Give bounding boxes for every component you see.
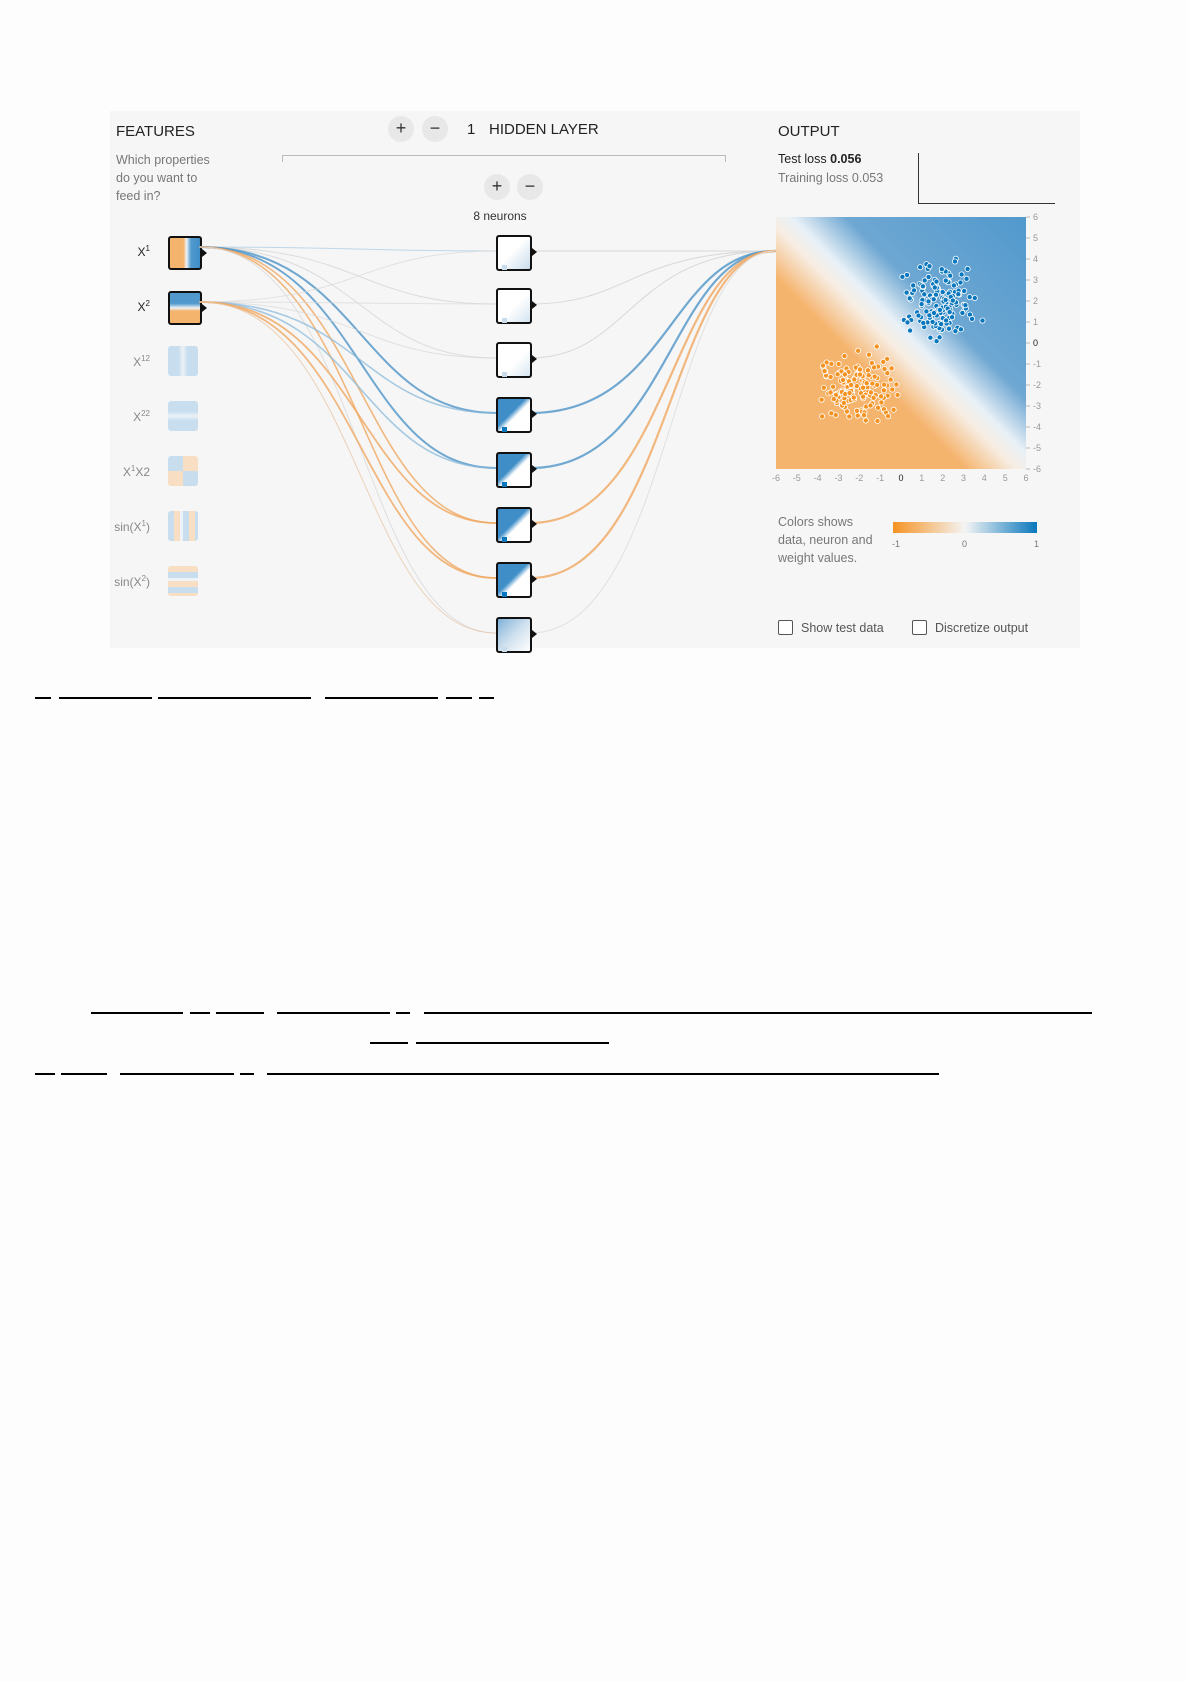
y-tick-label: -2 bbox=[1033, 380, 1042, 390]
x-tick-label: 6 bbox=[1023, 473, 1029, 483]
data-point bbox=[849, 382, 854, 387]
data-point bbox=[944, 318, 949, 323]
data-point bbox=[963, 303, 968, 308]
data-point bbox=[829, 411, 834, 416]
neuron-output-arrow bbox=[532, 520, 537, 528]
data-point bbox=[953, 329, 958, 334]
neuron-output-arrow bbox=[532, 301, 537, 309]
data-point bbox=[881, 359, 886, 364]
rule bbox=[35, 697, 51, 699]
data-point bbox=[960, 310, 965, 315]
feature-label: $X^{12}$ bbox=[133, 354, 150, 369]
data-point bbox=[916, 313, 921, 318]
data-point bbox=[868, 390, 873, 395]
discretize-output-label: Discretize output bbox=[935, 621, 1029, 635]
data-point bbox=[888, 377, 893, 382]
y-tick-label: -1 bbox=[1033, 359, 1042, 369]
data-point bbox=[862, 413, 867, 418]
rule bbox=[396, 1012, 410, 1014]
y-tick-label: 6 bbox=[1033, 212, 1039, 222]
y-tick-label: -4 bbox=[1033, 422, 1042, 432]
x-tick-label: 1 bbox=[919, 473, 925, 483]
scale-label-max: 1 bbox=[1034, 539, 1040, 549]
data-point bbox=[939, 267, 944, 272]
data-point bbox=[857, 367, 862, 372]
x-tick-label: 5 bbox=[1002, 473, 1008, 483]
data-point bbox=[889, 366, 894, 371]
data-point bbox=[932, 285, 937, 290]
data-point bbox=[852, 377, 857, 382]
data-point bbox=[875, 418, 880, 423]
neuron-output-arrow bbox=[532, 465, 537, 473]
training-loss: Training loss 0.053 bbox=[778, 171, 884, 185]
rule bbox=[120, 1073, 234, 1075]
data-point bbox=[835, 372, 840, 377]
neuron-bias bbox=[502, 427, 507, 432]
data-point bbox=[829, 361, 834, 366]
data-point bbox=[947, 310, 952, 315]
data-point bbox=[847, 390, 852, 395]
data-point bbox=[842, 354, 847, 359]
data-point bbox=[890, 387, 895, 392]
neuron-output-arrow bbox=[532, 355, 537, 363]
neuron-bias bbox=[502, 537, 507, 542]
neuron-bias bbox=[502, 647, 507, 652]
feature-label: $X^2$ bbox=[137, 299, 150, 314]
neuron-bias bbox=[502, 318, 507, 323]
y-tick-label: 2 bbox=[1033, 296, 1039, 306]
data-point bbox=[951, 283, 956, 288]
feature-label: $X^1$ bbox=[137, 244, 150, 259]
add-layer-button[interactable]: + bbox=[388, 116, 414, 142]
data-point bbox=[950, 315, 955, 320]
data-point bbox=[943, 297, 948, 302]
data-point bbox=[931, 297, 936, 302]
x-axis-ticks bbox=[772, 473, 1029, 483]
data-point bbox=[911, 283, 916, 288]
link-x1-n7 bbox=[200, 247, 496, 578]
data-point bbox=[861, 394, 866, 399]
data-point bbox=[962, 288, 967, 293]
data-point bbox=[856, 348, 861, 353]
data-point bbox=[820, 414, 825, 419]
remove-layer-button[interactable]: − bbox=[422, 116, 448, 142]
data-point bbox=[980, 318, 985, 323]
data-point bbox=[861, 385, 866, 390]
x-tick-label: -4 bbox=[813, 473, 822, 483]
data-point bbox=[854, 408, 859, 413]
data-point bbox=[847, 414, 852, 419]
data-point bbox=[879, 400, 884, 405]
playground-panel bbox=[110, 111, 1080, 648]
link-x1-n6 bbox=[200, 247, 496, 523]
y-tick-label: 4 bbox=[1033, 254, 1039, 264]
data-point bbox=[931, 310, 936, 315]
rule bbox=[190, 1012, 210, 1014]
output-heatmap bbox=[771, 212, 1046, 489]
data-point bbox=[840, 377, 845, 382]
data-point bbox=[937, 335, 942, 340]
data-point bbox=[958, 327, 963, 332]
data-point bbox=[886, 414, 891, 419]
data-point bbox=[904, 290, 909, 295]
data-point bbox=[964, 276, 969, 281]
y-tick-label: -6 bbox=[1033, 464, 1042, 474]
feature-label: $\sin(X^2)$ bbox=[114, 574, 150, 589]
data-point bbox=[828, 374, 833, 379]
data-point bbox=[828, 390, 833, 395]
y-tick-label: 3 bbox=[1033, 275, 1039, 285]
rule bbox=[446, 697, 472, 699]
data-point bbox=[872, 374, 877, 379]
data-point bbox=[822, 369, 827, 374]
data-point bbox=[924, 309, 929, 314]
feature-label: $X^1X2$ bbox=[122, 464, 150, 479]
layer-count: 1 bbox=[467, 121, 476, 138]
neuron-output-arrow bbox=[532, 575, 537, 583]
rule bbox=[267, 1073, 939, 1075]
features-title: FEATURES bbox=[116, 123, 195, 140]
rule bbox=[158, 697, 311, 699]
neuron-bias bbox=[502, 265, 507, 270]
data-point bbox=[939, 322, 944, 327]
data-point bbox=[956, 292, 961, 297]
hidden-layer-label: HIDDEN LAYER bbox=[489, 121, 599, 138]
rule bbox=[479, 697, 494, 699]
y-tick-label: 0 bbox=[1033, 338, 1039, 348]
data-point bbox=[928, 335, 933, 340]
rule bbox=[240, 1073, 254, 1075]
data-point bbox=[870, 381, 875, 386]
output-title: OUTPUT bbox=[778, 123, 840, 140]
data-point bbox=[894, 382, 899, 387]
data-point bbox=[907, 296, 912, 301]
data-point bbox=[940, 290, 945, 295]
data-point bbox=[972, 295, 977, 300]
data-point bbox=[921, 320, 926, 325]
data-point bbox=[855, 413, 860, 418]
rule bbox=[277, 1012, 390, 1014]
neuron-bias bbox=[502, 592, 507, 597]
data-point bbox=[919, 302, 924, 307]
x-tick-label: -6 bbox=[771, 473, 781, 483]
data-point bbox=[841, 400, 846, 405]
neuron-output-arrow bbox=[532, 410, 537, 418]
data-point bbox=[819, 397, 824, 402]
show-test-data-label: Show test data bbox=[801, 621, 884, 635]
y-tick-label: -3 bbox=[1033, 401, 1042, 411]
data-point bbox=[842, 372, 847, 377]
neuron-bias bbox=[502, 482, 507, 487]
x-tick-label: 3 bbox=[960, 473, 967, 483]
data-point bbox=[857, 372, 862, 377]
link-x2-n6 bbox=[200, 302, 496, 523]
link-x1-n5 bbox=[200, 247, 496, 468]
data-point bbox=[967, 295, 972, 300]
x-tick-label: 4 bbox=[981, 473, 987, 483]
data-point bbox=[937, 307, 942, 312]
data-point bbox=[946, 326, 951, 331]
data-point bbox=[943, 278, 948, 283]
heatmap-fill bbox=[776, 217, 1026, 469]
y-tick-label: 1 bbox=[1033, 317, 1039, 327]
feature-label: $\sin(X^1)$ bbox=[114, 519, 150, 534]
data-point bbox=[882, 382, 887, 387]
test-loss: Test loss 0.056 bbox=[778, 152, 862, 166]
data-point bbox=[875, 405, 880, 410]
data-point bbox=[874, 344, 879, 349]
data-point bbox=[922, 292, 927, 297]
scale-label-mid: 0 bbox=[962, 539, 968, 549]
rule bbox=[35, 1073, 55, 1075]
data-point bbox=[930, 319, 935, 324]
y-tick-label: 5 bbox=[1033, 233, 1039, 243]
data-point bbox=[863, 418, 868, 423]
rule bbox=[325, 697, 438, 699]
rule bbox=[216, 1012, 264, 1014]
color-legend-text: Colors shows data, neuron and weight values. bbox=[778, 515, 873, 565]
data-point bbox=[821, 385, 826, 390]
feature-label: $X^{22}$ bbox=[133, 409, 150, 424]
neuron-count-label: 8 neurons bbox=[473, 209, 527, 223]
data-point bbox=[836, 361, 841, 366]
neuron-bias bbox=[502, 372, 507, 377]
data-point bbox=[866, 352, 871, 357]
data-point bbox=[926, 274, 931, 279]
x-tick-label: -5 bbox=[792, 473, 801, 483]
rule bbox=[59, 697, 152, 699]
x-tick-label: -2 bbox=[855, 473, 864, 483]
data-point bbox=[831, 384, 836, 389]
x-tick-label: 0 bbox=[898, 473, 904, 483]
data-point bbox=[831, 397, 836, 402]
data-point bbox=[900, 274, 905, 279]
data-point bbox=[844, 409, 849, 414]
data-point bbox=[927, 264, 932, 269]
x-tick-label: -3 bbox=[834, 473, 843, 483]
link-n5-out bbox=[530, 251, 775, 468]
data-point bbox=[959, 272, 964, 277]
data-point bbox=[879, 394, 884, 399]
features-question: Which properties do you want to feed in? bbox=[116, 153, 210, 203]
link-n8-out bbox=[530, 251, 775, 633]
data-point bbox=[952, 259, 957, 264]
neuron-output-arrow bbox=[532, 248, 537, 256]
data-point bbox=[970, 316, 975, 321]
link-n4-out bbox=[530, 251, 775, 413]
color-scale-bar bbox=[893, 522, 1037, 533]
neuron-output-arrow bbox=[532, 630, 537, 638]
x-tick-label: 2 bbox=[940, 473, 946, 483]
data-point bbox=[851, 395, 856, 400]
y-axis-ticks bbox=[1026, 212, 1041, 474]
data-point bbox=[918, 265, 923, 270]
x-tick-label: -1 bbox=[876, 473, 885, 483]
rule bbox=[416, 1042, 609, 1044]
data-point bbox=[868, 403, 873, 408]
data-point bbox=[905, 320, 910, 325]
data-point bbox=[881, 388, 886, 393]
add-neuron-button[interactable]: + bbox=[484, 174, 510, 200]
data-point bbox=[911, 288, 916, 293]
y-tick-label: -5 bbox=[1033, 443, 1042, 453]
rule bbox=[424, 1012, 1092, 1014]
data-point bbox=[895, 392, 900, 397]
rule bbox=[91, 1012, 183, 1014]
data-point bbox=[885, 371, 890, 376]
scale-label-min: -1 bbox=[892, 539, 901, 549]
data-point bbox=[926, 299, 931, 304]
data-point bbox=[965, 266, 970, 271]
data-point bbox=[872, 365, 877, 370]
data-point bbox=[908, 328, 913, 333]
data-point bbox=[920, 284, 925, 289]
data-point bbox=[934, 279, 939, 284]
data-point bbox=[891, 407, 896, 412]
data-point bbox=[871, 395, 876, 400]
discretize-output-checkbox[interactable] bbox=[912, 620, 927, 635]
data-point bbox=[865, 368, 870, 373]
remove-neuron-button[interactable]: − bbox=[517, 174, 543, 200]
show-test-data-checkbox[interactable] bbox=[778, 620, 793, 635]
rule bbox=[61, 1073, 107, 1075]
data-point bbox=[864, 381, 869, 386]
data-point bbox=[948, 273, 953, 278]
rule bbox=[370, 1042, 408, 1044]
data-point bbox=[950, 298, 955, 303]
loss-chart bbox=[918, 153, 1055, 204]
data-point bbox=[820, 363, 825, 368]
data-point bbox=[866, 373, 871, 378]
